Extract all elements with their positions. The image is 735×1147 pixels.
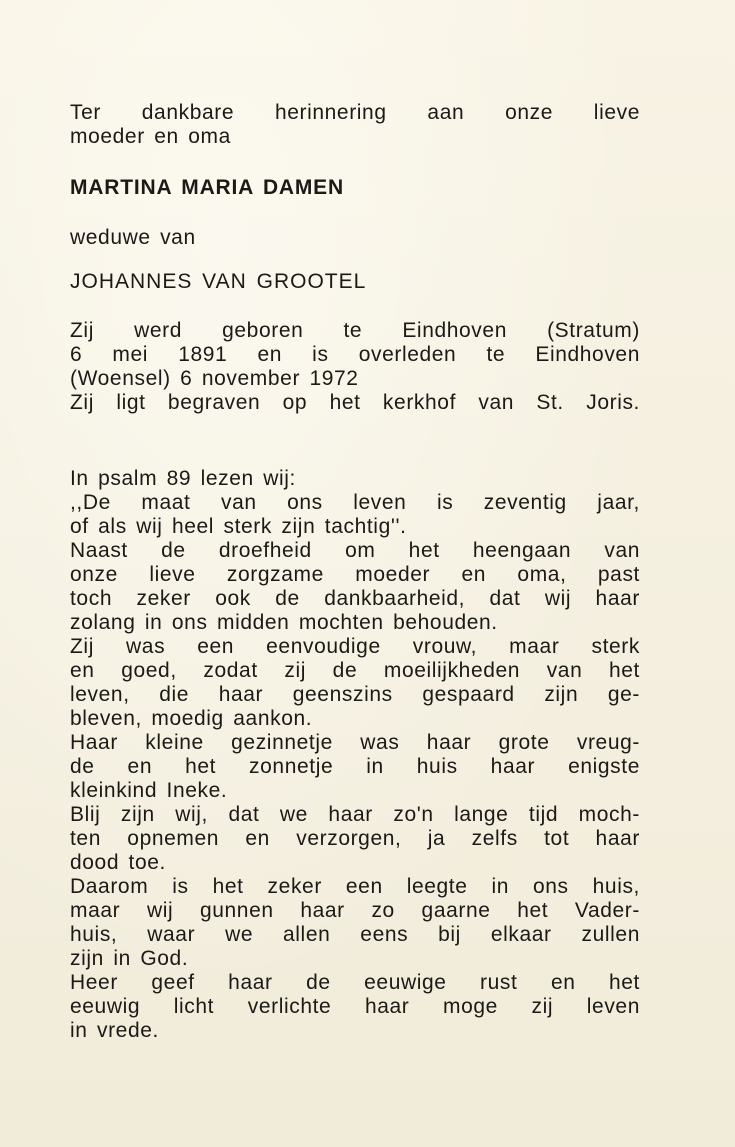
birth-death-line: (Woensel) 6 november 1972 [70,367,359,390]
psalm-line: bleven, moedig aankon. [70,707,313,730]
psalm-line: onze lieve zorgzame moeder en oma, past [70,563,640,586]
widow-label [70,226,640,250]
psalm-line: Daarom is het zeker een leegte in ons huis, [70,875,640,898]
psalm-line: leven, die haar geenszins gespaard zijn ge- [70,683,640,706]
psalm-text [70,467,640,1043]
psalm-line: of als wij heel sterk zijn tachtig''. [70,515,407,538]
psalm-line: Haar kleine gezinnetje was haar grote vreug- [70,731,640,754]
psalm-line: zijn in God. [70,947,189,970]
intro-text [70,101,640,149]
psalm-line: toch zeker ook de dankbaarheid, dat wij haar [70,587,640,610]
birth-death-line: Zij ligt begraven op het kerkhof van St. Joris. [70,391,640,414]
deceased-name-text: MARTINA MARIA DAMEN [70,176,344,199]
spouse-name [70,270,640,294]
birth-death-line: Zij werd geboren te Eindhoven (Stratum) [70,319,640,342]
psalm-line: zolang in ons midden mochten behouden. [70,611,498,634]
psalm-line: kleinkind Ineke. [70,779,228,802]
psalm-line: dood toe. [70,851,166,874]
psalm-line: huis, waar we allen eens bij elkaar zullen [70,923,640,946]
intro-line: Ter dankbare herinnering aan onze lieve [70,101,640,124]
psalm-line: en goed, zodat zij de moeilijkheden van het [70,659,640,682]
intro-line: moeder en oma [70,125,231,148]
widow-label-text: weduwe van [70,226,196,249]
birth-death-line: 6 mei 1891 en is overleden te Eindhoven [70,343,640,366]
psalm-line: In psalm 89 lezen wij: [70,467,296,490]
psalm-line: Blij zijn wij, dat we haar zo'n lange tijd moch- [70,803,640,826]
birth-death-text [70,319,640,415]
psalm-line: maar wij gunnen haar zo gaarne het Vader- [70,899,640,922]
psalm-line: Heer geef haar de eeuwige rust en het [70,971,640,994]
psalm-line: eeuwig licht verlichte haar moge zij leven [70,995,640,1018]
deceased-name [70,176,640,200]
psalm-line: ,,De maat van ons leven is zeventig jaar, [70,491,640,514]
psalm-line: ten opnemen en verzorgen, ja zelfs tot haar [70,827,640,850]
psalm-line: in vrede. [70,1019,159,1042]
psalm-line: Naast de droefheid om het heengaan van [70,539,640,562]
spouse-name-text: JOHANNES VAN GROOTEL [70,270,367,293]
psalm-line: Zij was een eenvoudige vrouw, maar sterk [70,635,640,658]
psalm-line: de en het zonnetje in huis haar enigste [70,755,640,778]
